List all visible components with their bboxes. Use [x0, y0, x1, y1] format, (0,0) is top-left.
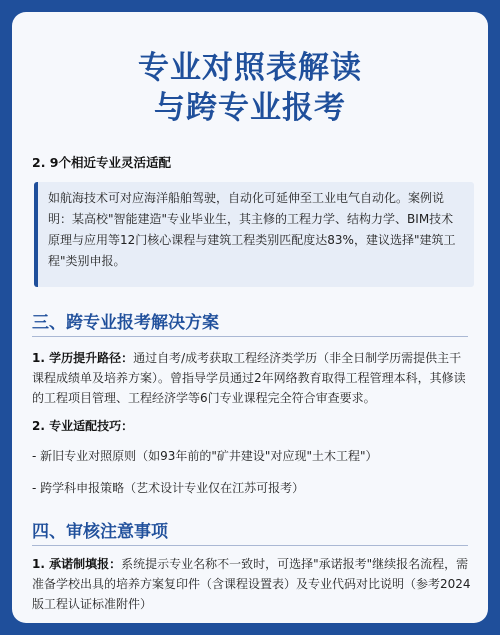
subheading-similar-majors: 2. 9个相近专业灵活适配	[32, 155, 171, 170]
content-card	[12, 12, 488, 623]
section-heading-cross-major: 三、跨专业报考解决方案	[32, 313, 219, 333]
list-item: - 新旧专业对照原则（如93年前的"矿井建设"对应现"土木工程"）	[32, 449, 378, 463]
item-label: 1. 承诺制填报：	[32, 557, 122, 571]
paragraph-adaptation-tips: 2. 专业适配技巧：	[32, 419, 134, 433]
section-heading-review-notes: 四、审核注意事项	[32, 522, 168, 542]
list-item: - 跨学科申报策略（艺术设计专业仅在江苏可报考）	[32, 481, 305, 495]
item-text: 通过自考/成考获取工程经济类学历（非全日制学历需提供主干课程成绩单及培养方案）。曾指导学员通过2年网络教育取得工程管理本科，其修读的工程项目管理、工程经济学等6门专业课程完全符合审查要求。	[32, 351, 466, 405]
page-title-line1: 专业对照表解读	[138, 50, 362, 86]
page-title-line2: 与跨专业报考	[154, 90, 346, 126]
paragraph-commitment	[32, 554, 472, 614]
item-label: 1. 学历提升路径：	[32, 351, 134, 365]
section-divider	[32, 545, 468, 546]
example-text: 如航海技术可对应海洋船舶驾驶，自动化可延伸至工业电气自动化。案例说明：某高校"智能建造"专业毕业生，其主修的工程力学、结构力学、BIM技术原理与应用等12门核心课程与建筑工程类别匹配度达83%，建议选择"建筑工程"类别申报。	[48, 191, 456, 268]
paragraph-education-path	[32, 348, 472, 408]
section-divider	[32, 336, 468, 337]
item-text: 系统提示专业名称不一致时，可选择"承诺报考"继续报名流程，需准备学校出具的培养方案复印件（含课程设置表）及专业代码对比说明（参考2024版工程认证标准附件）	[32, 557, 471, 611]
example-callout	[34, 182, 474, 287]
